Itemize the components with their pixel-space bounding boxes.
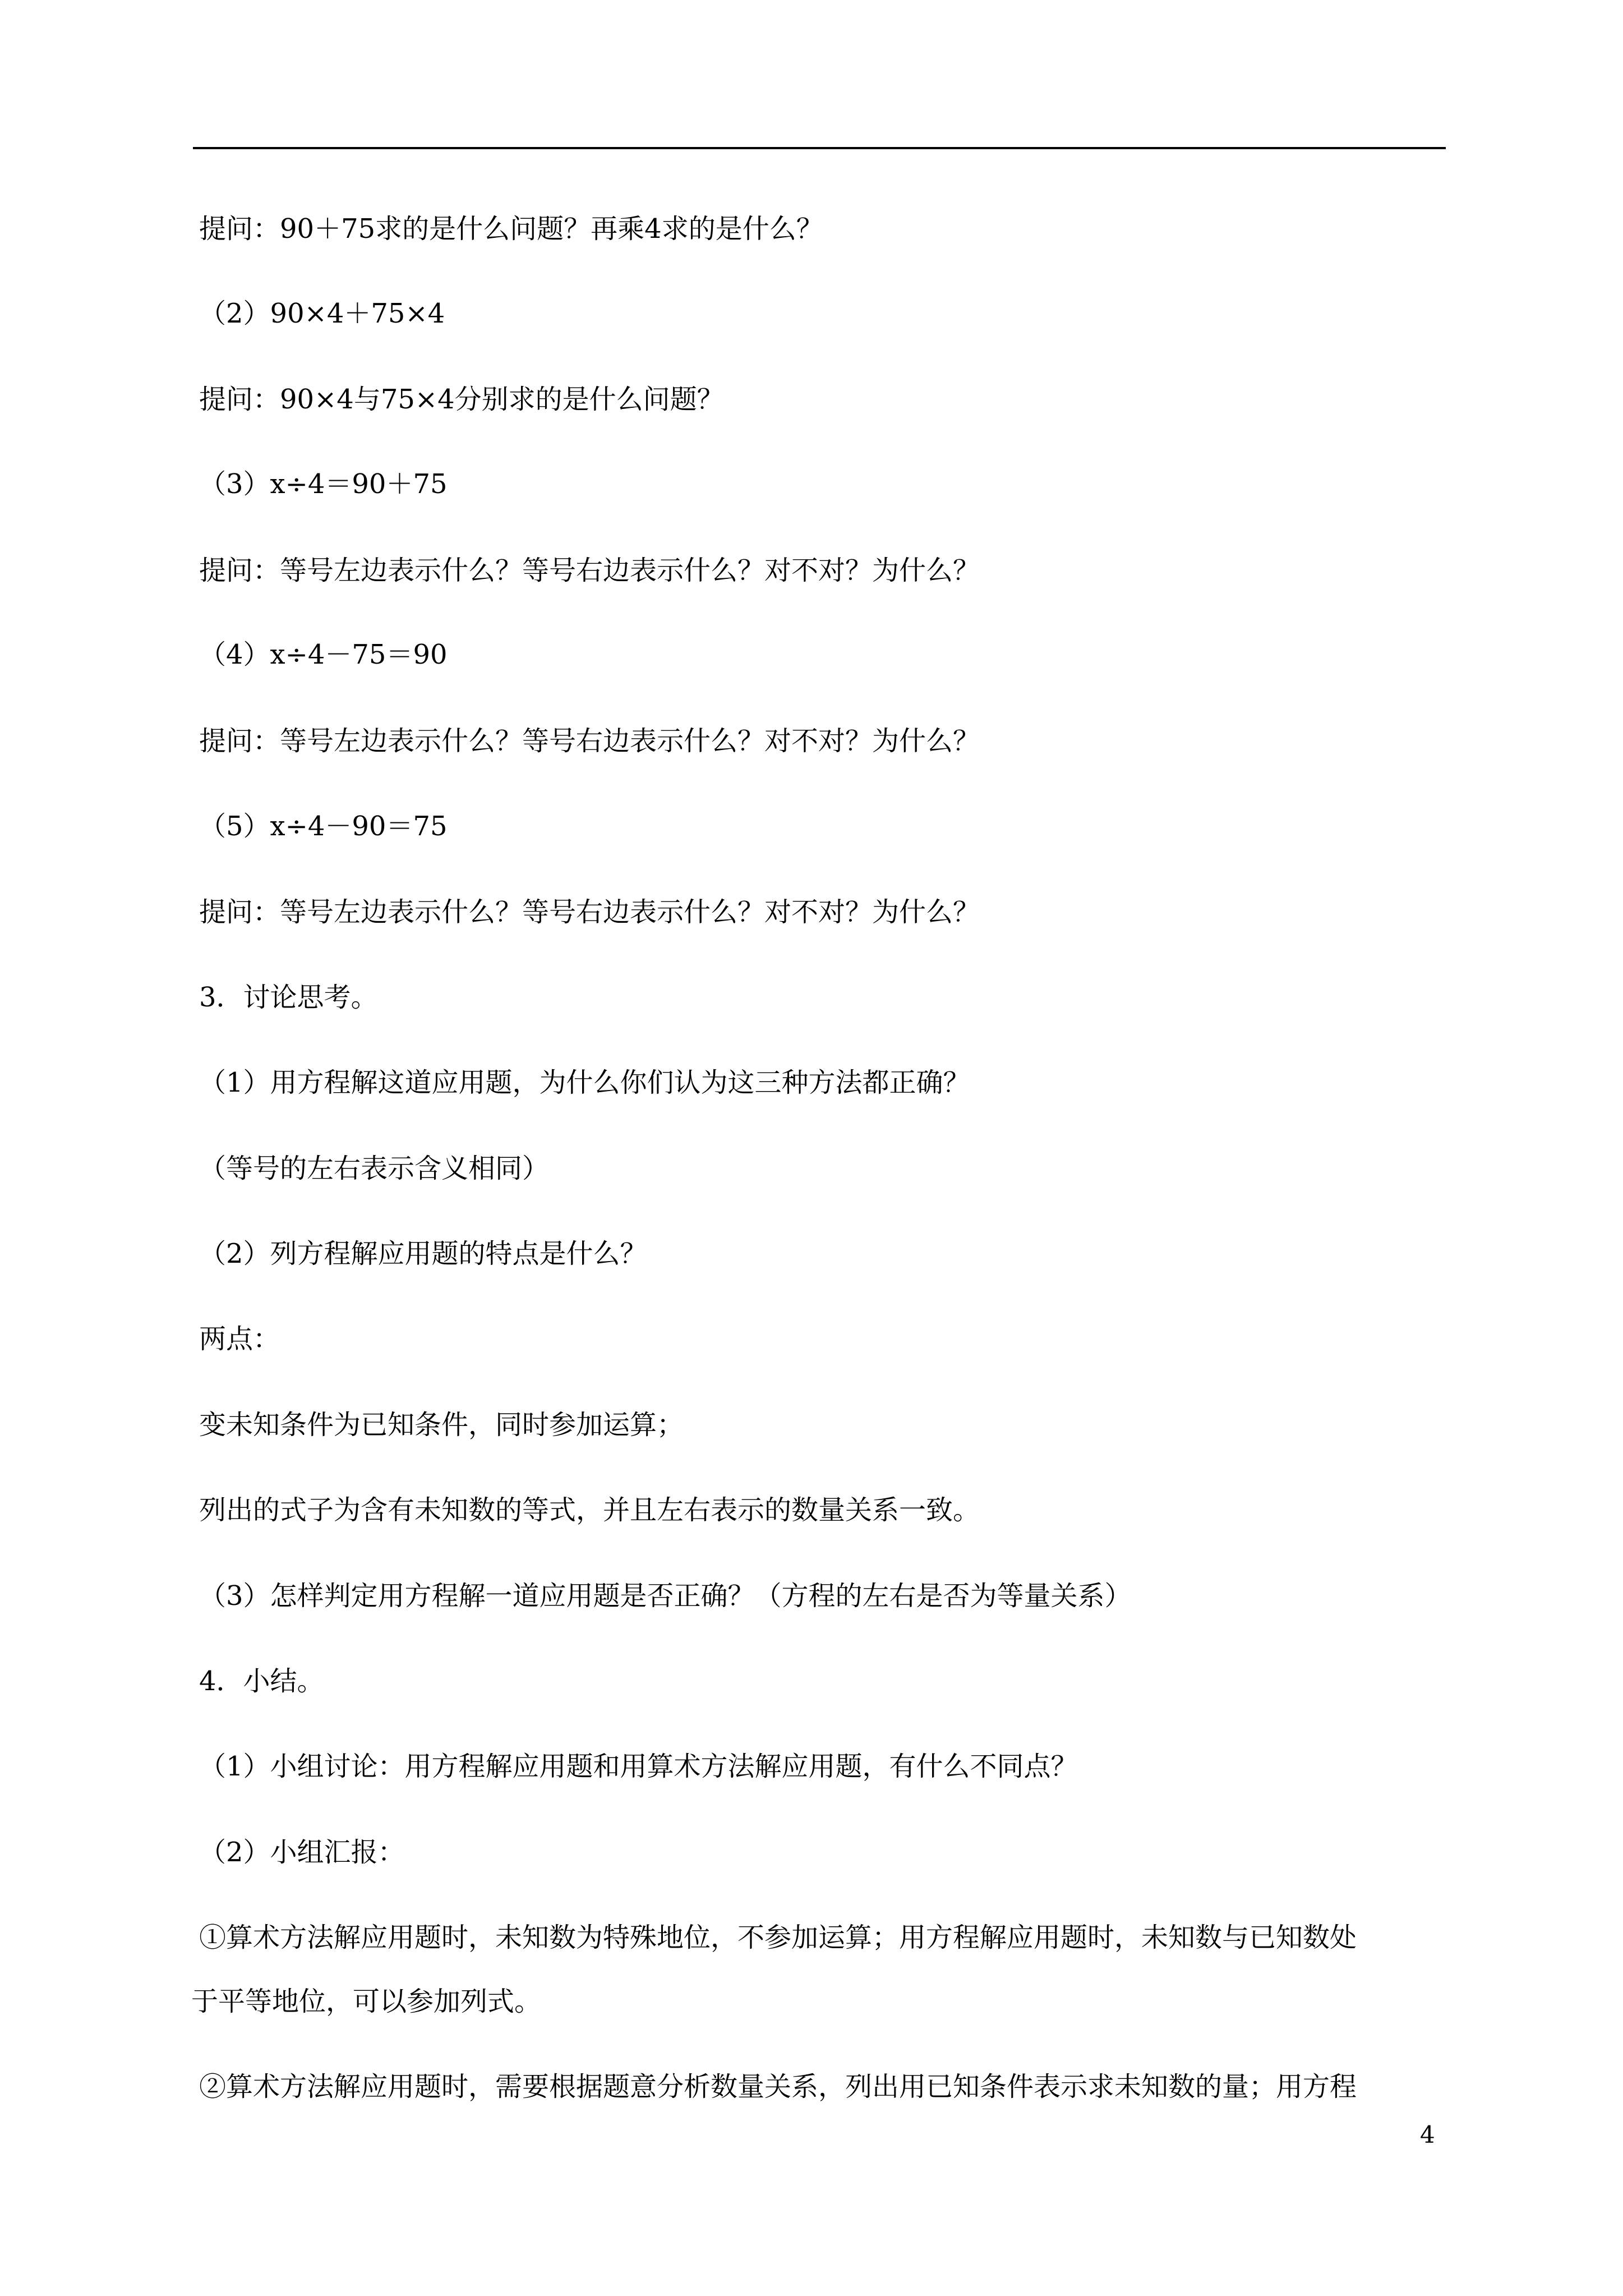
paragraph-line: （5）x÷4－90＝75	[199, 811, 448, 842]
paragraph-line: ①算术方法解应用题时，未知数为特殊地位，不参加运算；用方程解应用题时，未知数与已知数处	[199, 1922, 1357, 1953]
paragraph-line: （3）怎样判定用方程解一道应用题是否正确？（方程的左右是否为等量关系）	[199, 1580, 1132, 1612]
section-heading: 3．讨论思考。	[199, 982, 378, 1013]
page-number: 4	[1420, 2121, 1435, 2148]
paragraph-line: （1）小组讨论：用方程解应用题和用算术方法解应用题，有什么不同点？	[199, 1751, 1078, 1782]
section-heading: 4．小结。	[199, 1665, 324, 1697]
paragraph-line: 列出的式子为含有未知数的等式，并且左右表示的数量关系一致。	[199, 1494, 980, 1526]
paragraph-line: （等号的左右表示含义相同）	[199, 1153, 550, 1184]
paragraph-line: （2）小组汇报：	[199, 1837, 405, 1868]
paragraph-line: 提问：90×4与75×4分别求的是什么问题？	[199, 384, 724, 415]
paragraph-line: （1）用方程解这道应用题，为什么你们认为这三种方法都正确？	[199, 1067, 970, 1098]
paragraph-line: （4）x÷4－75＝90	[199, 639, 448, 670]
paragraph-line-continuation: 于平等地位，可以参加列式。	[191, 1986, 542, 2017]
paragraph-line: 提问：等号左边表示什么？等号右边表示什么？对不对？为什么？	[199, 725, 980, 757]
paragraph-line: 两点：	[199, 1323, 280, 1355]
paragraph-line: 提问：等号左边表示什么？等号右边表示什么？对不对？为什么？	[199, 555, 980, 586]
paragraph-line: 提问：90＋75求的是什么问题？再乘4求的是什么？	[199, 213, 823, 245]
paragraph-line: （2）列方程解应用题的特点是什么？	[199, 1238, 647, 1269]
paragraph-line: ②算术方法解应用题时，需要根据题意分析数量关系，列出用已知条件表示求未知数的量；用方程	[199, 2071, 1357, 2102]
paragraph-line: 提问：等号左边表示什么？等号右边表示什么？对不对？为什么？	[199, 896, 980, 928]
header-rule	[193, 147, 1446, 149]
paragraph-line: 变未知条件为已知条件，同时参加运算；	[199, 1409, 684, 1441]
paragraph-line: （3）x÷4＝90＋75	[199, 468, 448, 500]
paragraph-line: （2）90×4＋75×4	[199, 298, 445, 329]
